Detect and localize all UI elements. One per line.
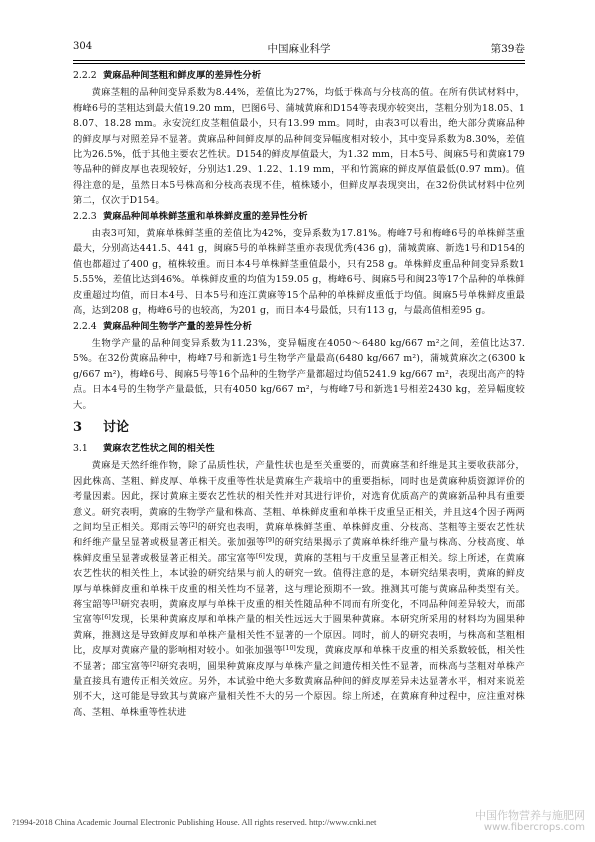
section-title: 黄麻品种间单株鲜茎重和单株鲜皮重的差异性分析 <box>103 210 308 222</box>
section-number: 3.1 <box>73 442 88 454</box>
journal-title: 中国麻业科学 <box>267 43 331 55</box>
header-rule-top <box>73 60 525 61</box>
copyright-notice: ?1994-2018 China Academic Journal Electronic Publishing House. All rights reserved. http://www.cnki.net <box>12 817 377 827</box>
section-heading-2-2-3 <box>73 209 525 224</box>
text-run: 的研究也表明，黄麻单株鲜茎重、单株鲜皮重、分枝高、茎粗等主要农艺性状和纤维产量呈显著或极显著正相关。张加强等 <box>73 521 525 549</box>
text-run: 的研究结果揭示了黄麻单株纤维产量与株高、分枝高度、单株鲜皮重呈显著或极显著正相关。邵宝富等 <box>73 537 525 564</box>
citation[interactable]: [3] <box>111 599 121 606</box>
citation[interactable]: [2] <box>150 660 160 668</box>
section-number: 2.2.4 <box>73 320 97 332</box>
section-number: 2.2.2 <box>73 70 97 81</box>
section-number: 3 <box>73 419 83 435</box>
section-title: 黄麻品种间生物学产量的差异性分析 <box>103 320 252 332</box>
citation[interactable]: [2] <box>188 521 198 529</box>
volume-label: 第39卷 <box>490 43 525 55</box>
text-run: 发现，黄麻的茎粗与干皮重呈显著正相关。综上所述，在黄麻农艺性状的相关性上，本试验的研究结果与前人的研究一致。值得注意的是，本研究结果表明，黄麻的鲜皮厚与单株鲜皮重和单株干皮重的相关性均不显著，这与理论预期不一致。推测其可能与黄麻品种类型有关。蒋宝韶等 <box>73 552 525 610</box>
section-heading-3 <box>73 419 525 436</box>
section-number: 2.2.3 <box>73 210 97 222</box>
citation[interactable]: [6] <box>256 552 265 560</box>
paragraph-correlation <box>73 458 525 720</box>
paragraph-stem-diameter: 黄麻茎粗的品种间变异系数为8.44%，差值比为27%，均低于株高与分枝高的值。在所有供试材料中，梅峰6号的茎粗达到最大值19.20 mm，巴图6号、蒲城黄麻和D154等表现亦较突出，茎粗分别为18.05、18.07、18.28 mm。永安浣红皮茎粗值最小，只有13.99 mm。同时，由表3可以看出，绝大部分黄麻品种的鲜皮厚与对照差异不显著。黄麻品种间鲜皮厚的品种间变异幅度相对较小，其中变异系数为8.30%，差值比为26.5%，低于其他主要农艺性状。D154的鲜皮厚值最大，为1.32 mm，日本5号、闽麻5号和黄麻179等品种的鲜皮厚也表现较好，分别达1.29、1.22、1.19 mm，平和竹篙麻的鲜皮厚值最低(0.97 mm)。值得注意的是，虽然日本5号株高和分枝高表现不佳，植株矮小，但鲜皮厚表现突出，在32份供试材料中位列第二，仅次于D154。 <box>73 87 525 207</box>
paragraph-stem-weight: 由表3可知，黄麻单株鲜茎重的差值比为42%，变异系数为17.81%。梅峰7号和梅峰6号的单株鲜茎重最大，分别高达441.5、441 g，闽麻5号的单株鲜茎重亦表现优秀(436 g)，蒲城黄麻、新选1号和D154的值也都超过了400 g，植株较重。而日本4号单株鲜茎重值最小，只有258 g。单株鲜皮重品种间变异系数15.55%，差值比达到46%。单株鲜皮重的均值为159.05 g，梅峰6号、闽麻5号和闽23等17个品种的单株鲜皮重超过均值，而日本4号、日本5号和连江黄麻等15个品种的单株鲜皮重低于均值。闽麻5号单株鲜皮重最高，达到208 g，梅峰6号的也较高，为201 g，而日本4号最低，只有113 g，与最高值相差95 g。 <box>73 228 525 317</box>
section-heading-2-2-4 <box>73 319 525 334</box>
citation[interactable]: [10] <box>282 645 296 653</box>
text-run: 研究表明，黄麻皮厚与单株干皮重的相关性随品种不同而有所变化，不同品种间差异较大，而邵宝富等 <box>73 599 525 626</box>
section-title: 黄麻农艺性状之间的相关性 <box>103 442 215 454</box>
text-run: 黄麻是天然纤维作物，除了品质性状，产量性状也是至关重要的，而黄麻茎和纤维是其主要收获部分，因此株高、茎粗、鲜皮厚、单株干皮重等性状是黄麻生产栽培中的重要指标，同时也是黄麻种质资源评价的考量因素。因此，探讨黄麻主要农艺性状的相关性并对其进行评价，对选育优质高产的黄麻新品种具有重要意义。研究表明，黄麻的生物学产量和株高、茎粗、单株鲜皮重和单株干皮重呈正相关，并且这4个因子两两之间均呈正相关。郑雨云等 <box>73 460 525 533</box>
watermark-text: 中国作物营养与施肥网 <box>475 809 585 822</box>
watermark-url: www.fibercrops.com <box>483 822 585 833</box>
section-heading-3-1 <box>73 441 525 456</box>
page-footer <box>0 807 595 837</box>
page-number: 304 <box>73 41 93 52</box>
section-title: 黄麻品种间茎粗和鲜皮厚的差异性分析 <box>103 70 262 81</box>
section-heading-2-2-2 <box>73 68 525 83</box>
header-rule-bottom <box>73 63 525 64</box>
citation[interactable]: [6] <box>101 614 111 622</box>
running-header <box>73 41 525 57</box>
article-body <box>73 68 525 720</box>
text-run: 发现，黄麻皮厚和单株干皮重的相关系数较低，相关性不显著；邵宝富等 <box>73 645 525 672</box>
citation[interactable]: [9] <box>265 537 275 545</box>
text-run: 发现，长果种黄麻皮厚和单株产量的相关性远远大于圆果种黄麻。本研究所采用的材料均为圆果种黄麻，推测这是导致鲜皮厚和单株产量相关性不显著的一个原因。同时，前人的研究表明，与株高和茎粗相比，皮厚对黄麻产量的影响相对较小。如张加强等 <box>73 614 526 657</box>
section-title: 讨论 <box>103 419 130 435</box>
paragraph-biological-yield: 生物学产量的品种间变异系数为11.23%，变异幅度在4050～6480 kg/667 m²之间，差值比达37.5%。在32份黄麻品种中，梅峰7号和新选1号生物学产量最高(6480 kg/667 m²)，蒲城黄麻次之(6300 kg/667 m²)，梅峰6号、闽麻5号等16个品种的生物学产量都超过均值5241.9 kg/667 m²，表现出高产的特点。日本4号的生物学产量最低，只有4050 kg/667 m²，与梅峰7号和新选1号相差2430 kg，差异幅度较大。 <box>73 337 525 411</box>
text-run: 研究表明，圆果种黄麻皮厚与单株产量之间遗传相关性不显著，而株高与茎粗对单株产量直接具有遗传正相关效应。另外，本试验中绝大多数黄麻品种间的鲜皮厚差异未达显著水平，相对来说差别不大，这可能是导致其与黄麻产量相关性不大的另一个原因。综上所述，在黄麻育种过程中，应注重对株高、茎粗、单株重等性状进 <box>73 660 526 718</box>
